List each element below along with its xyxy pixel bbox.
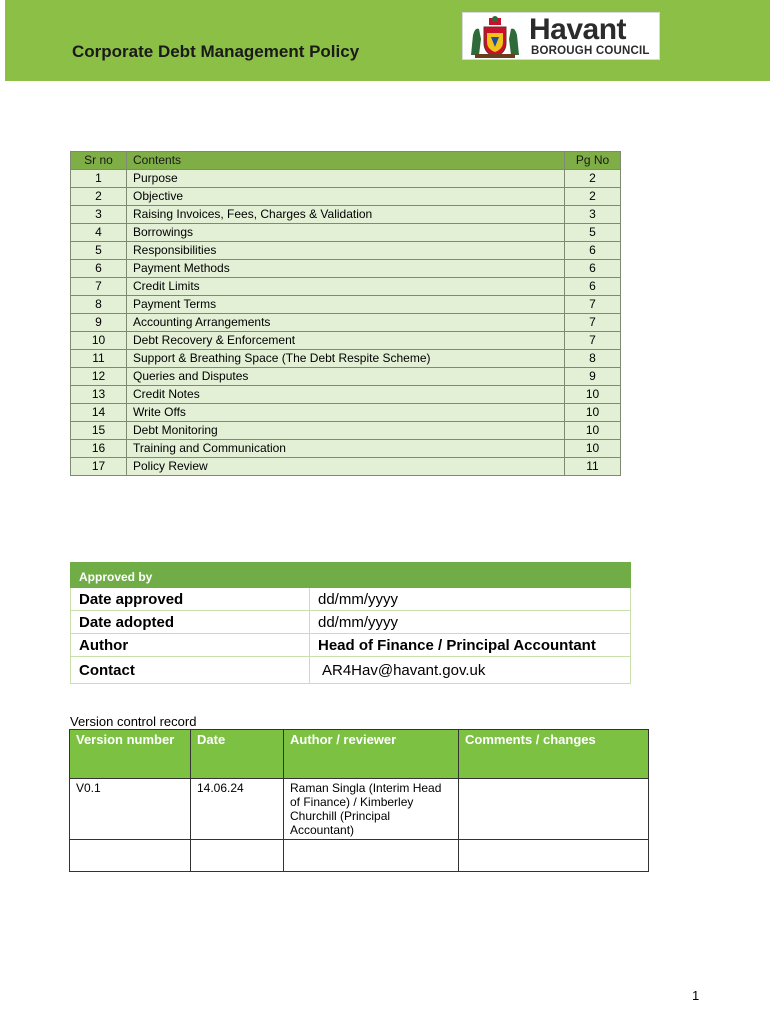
- row-title: Payment Methods: [127, 260, 565, 278]
- row-page: 8: [565, 350, 621, 368]
- approval-row: [71, 634, 631, 657]
- contents-row: [71, 206, 621, 224]
- logo-subtitle: BOROUGH COUNCIL: [531, 45, 650, 57]
- row-number: 1: [71, 170, 127, 188]
- contents-row: [71, 332, 621, 350]
- date-cell: 14.06.24: [191, 779, 284, 840]
- row-number: 5: [71, 242, 127, 260]
- row-page: 5: [565, 224, 621, 242]
- row-number: 16: [71, 440, 127, 458]
- contents-row: [71, 296, 621, 314]
- approval-value: dd/mm/yyyy: [310, 611, 631, 634]
- comments-cell: [459, 840, 649, 872]
- row-page: 9: [565, 368, 621, 386]
- contents-row: [71, 242, 621, 260]
- row-title: Credit Limits: [127, 278, 565, 296]
- version-row: [70, 840, 649, 872]
- contents-header-row: [71, 152, 621, 170]
- approval-table: [70, 562, 631, 684]
- row-title: Write Offs: [127, 404, 565, 422]
- row-number: 8: [71, 296, 127, 314]
- contents-row: [71, 170, 621, 188]
- author-cell: [284, 840, 459, 872]
- header-comments-changes: Comments / changes: [459, 730, 649, 779]
- approval-row: [71, 611, 631, 634]
- contents-row: [71, 422, 621, 440]
- row-page: 3: [565, 206, 621, 224]
- row-number: 12: [71, 368, 127, 386]
- row-page: 6: [565, 260, 621, 278]
- approval-label: Date adopted: [71, 611, 310, 634]
- version-control-label: Version control record: [70, 714, 197, 729]
- approval-label: Contact: [71, 657, 310, 684]
- row-number: 7: [71, 278, 127, 296]
- row-number: 9: [71, 314, 127, 332]
- date-cell: [191, 840, 284, 872]
- version-row: [70, 779, 649, 840]
- row-title: Raising Invoices, Fees, Charges & Validation: [127, 206, 565, 224]
- header-date: Date: [191, 730, 284, 779]
- header-version-number: Version number: [70, 730, 191, 779]
- row-page: 11: [565, 458, 621, 476]
- row-page: 10: [565, 440, 621, 458]
- header-author-reviewer: Author / reviewer: [284, 730, 459, 779]
- row-title: Debt Monitoring: [127, 422, 565, 440]
- approval-value: AR4Hav@havant.gov.uk: [310, 657, 631, 684]
- approval-row: [71, 657, 631, 684]
- contents-row: [71, 368, 621, 386]
- approval-header-row: [71, 563, 631, 588]
- contents-row: [71, 260, 621, 278]
- header-pg-no: Pg No: [565, 152, 621, 170]
- author-cell: Raman Singla (Interim Head of Finance) / Kimberley Churchill (Principal Accountant): [284, 779, 459, 840]
- row-page: 7: [565, 296, 621, 314]
- row-number: 14: [71, 404, 127, 422]
- approval-label: Author: [71, 634, 310, 657]
- contents-row: [71, 404, 621, 422]
- row-page: 6: [565, 278, 621, 296]
- row-number: 13: [71, 386, 127, 404]
- approval-row: [71, 588, 631, 611]
- row-number: 3: [71, 206, 127, 224]
- row-title: Support & Breathing Space (The Debt Respite Scheme): [127, 350, 565, 368]
- crest-icon: [467, 15, 523, 59]
- contents-row: [71, 350, 621, 368]
- approval-label: Date approved: [71, 588, 310, 611]
- row-number: 4: [71, 224, 127, 242]
- approval-heading: Approved by: [71, 563, 631, 588]
- row-page: 7: [565, 332, 621, 350]
- contents-row: [71, 440, 621, 458]
- version-cell: V0.1: [70, 779, 191, 840]
- row-title: Objective: [127, 188, 565, 206]
- row-page: 10: [565, 404, 621, 422]
- row-page: 6: [565, 242, 621, 260]
- row-number: 10: [71, 332, 127, 350]
- row-title: Training and Communication: [127, 440, 565, 458]
- contents-table: [70, 151, 621, 476]
- row-title: Policy Review: [127, 458, 565, 476]
- row-title: Borrowings: [127, 224, 565, 242]
- contents-row: [71, 188, 621, 206]
- page-number: 1: [692, 988, 700, 1003]
- row-title: Accounting Arrangements: [127, 314, 565, 332]
- row-page: 2: [565, 170, 621, 188]
- logo-wordmark: Havant: [529, 13, 627, 46]
- contents-row: [71, 386, 621, 404]
- row-number: 6: [71, 260, 127, 278]
- row-page: 7: [565, 314, 621, 332]
- row-page: 10: [565, 386, 621, 404]
- row-page: 2: [565, 188, 621, 206]
- row-title: Credit Notes: [127, 386, 565, 404]
- approval-value: Head of Finance / Principal Accountant: [310, 634, 631, 657]
- contents-row: [71, 278, 621, 296]
- row-title: Debt Recovery & Enforcement: [127, 332, 565, 350]
- contents-row: [71, 224, 621, 242]
- row-title: Purpose: [127, 170, 565, 188]
- header-sr-no: Sr no: [71, 152, 127, 170]
- row-number: 15: [71, 422, 127, 440]
- version-cell: [70, 840, 191, 872]
- row-number: 2: [71, 188, 127, 206]
- approval-value: dd/mm/yyyy: [310, 588, 631, 611]
- contents-row: [71, 458, 621, 476]
- version-header-row: [70, 730, 649, 779]
- row-page: 10: [565, 422, 621, 440]
- comments-cell: [459, 779, 649, 840]
- page-title: Corporate Debt Management Policy: [72, 42, 360, 61]
- council-logo: [462, 12, 660, 60]
- contents-row: [71, 314, 621, 332]
- header-contents: Contents: [127, 152, 565, 170]
- row-title: Responsibilities: [127, 242, 565, 260]
- row-title: Queries and Disputes: [127, 368, 565, 386]
- version-control-table: [69, 729, 649, 872]
- row-title: Payment Terms: [127, 296, 565, 314]
- row-number: 11: [71, 350, 127, 368]
- row-number: 17: [71, 458, 127, 476]
